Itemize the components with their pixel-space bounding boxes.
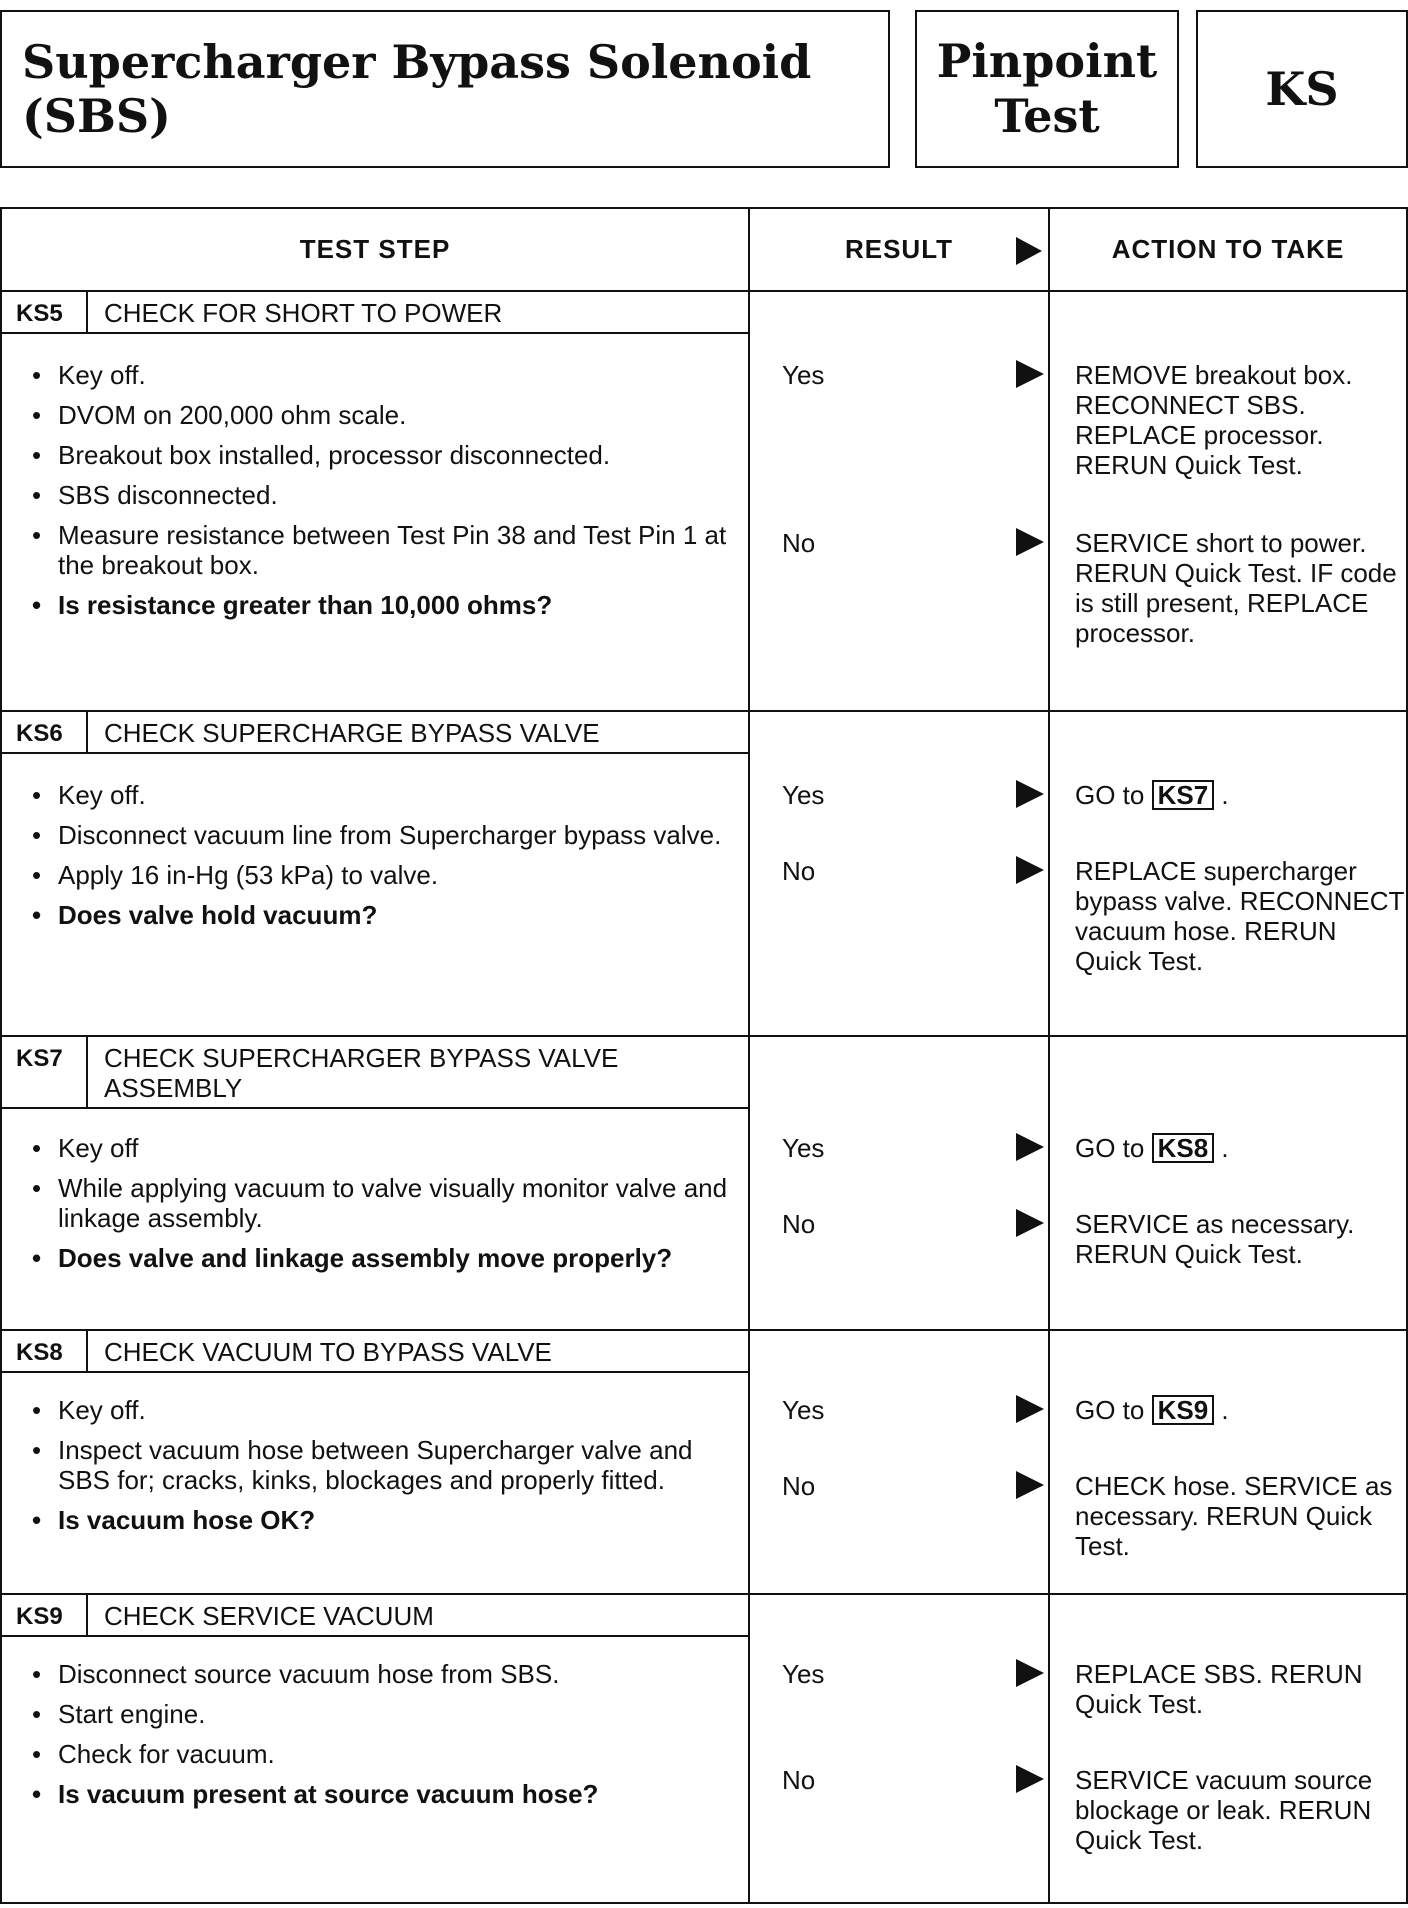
- test-type-line-2: Test: [994, 89, 1100, 143]
- result-no: No: [782, 1765, 816, 1795]
- test-type-box: [915, 10, 1179, 168]
- arrow-right-icon: [1016, 1395, 1044, 1423]
- step-question: • Does valve and linkage assembly move properly?: [30, 1243, 730, 1273]
- test-step-ks6: [2, 712, 1406, 1035]
- test-step-ks9: [2, 1595, 1406, 1902]
- step-title: CHECK VACUUM TO BYPASS VALVE: [104, 1337, 552, 1367]
- bullet-item: • Inspect vacuum hose between Supercharger valve and SBS for; cracks, kinks, blockages and properly fitted.: [30, 1435, 730, 1495]
- header-test-step: TEST STEP: [299, 234, 451, 264]
- action-no: CHECK hose. SERVICE as necessary. RERUN Quick Test.: [1075, 1471, 1393, 1561]
- step-bullets: [30, 1659, 730, 1819]
- bullet-item: • Key off.: [30, 360, 730, 390]
- arrow-right-icon: [1016, 1209, 1044, 1237]
- result-no: No: [782, 528, 816, 558]
- bullet-item: • Disconnect source vacuum hose from SBS.: [30, 1659, 730, 1689]
- step-title: CHECK SUPERCHARGE BYPASS VALVE: [104, 718, 600, 748]
- bullet-item: • Apply 16 in-Hg (53 kPa) to valve.: [30, 860, 730, 890]
- arrow-right-icon: [1016, 360, 1044, 388]
- step-reference: KS7: [1152, 780, 1215, 810]
- step-question: • Is vacuum present at source vacuum hose?: [30, 1779, 730, 1809]
- step-title: CHECK SERVICE VACUUM: [104, 1601, 434, 1631]
- bullet-item: • Measure resistance between Test Pin 38 and Test Pin 1 at the breakout box.: [30, 520, 730, 580]
- step-header: [2, 1331, 748, 1373]
- arrow-right-icon: [1016, 1659, 1044, 1687]
- step-bullets: [30, 1133, 730, 1283]
- step-id: KS6: [2, 712, 88, 752]
- bullet-item: • While applying vacuum to valve visually monitor valve and linkage assembly.: [30, 1173, 730, 1233]
- action-text: GO to: [1075, 1133, 1145, 1163]
- step-title: CHECK SUPERCHARGER BYPASS VALVE ASSEMBLY: [104, 1043, 619, 1103]
- result-yes: Yes: [782, 780, 825, 810]
- action-yes: [1075, 1395, 1405, 1425]
- header-result-cell: [750, 209, 1048, 290]
- page-title: Supercharger Bypass Solenoid (SBS): [22, 35, 812, 143]
- step-question: • Is resistance greater than 10,000 ohms?: [30, 590, 730, 620]
- action-no: SERVICE as necessary. RERUN Quick Test.: [1075, 1209, 1355, 1269]
- step-id: KS5: [2, 292, 88, 332]
- test-step-ks7: [2, 1037, 1406, 1329]
- bullet-item: • DVOM on 200,000 ohm scale.: [30, 400, 730, 430]
- action-no: REPLACE supercharger bypass valve. RECONNECT vacuum hose. RERUN Quick Test.: [1075, 856, 1404, 976]
- bullet-item: • Disconnect vacuum line from Supercharger bypass valve.: [30, 820, 730, 850]
- bullet-item: • Start engine.: [30, 1699, 730, 1729]
- action-yes: [1075, 1133, 1405, 1163]
- step-question: • Is vacuum hose OK?: [30, 1505, 730, 1535]
- step-header: [2, 712, 748, 754]
- header-action: ACTION TO TAKE: [1111, 234, 1345, 264]
- test-type-line-1: Pinpoint: [936, 33, 1158, 88]
- bullet-item: • SBS disconnected.: [30, 480, 730, 510]
- result-no: No: [782, 1471, 816, 1501]
- step-bullets: [30, 780, 730, 940]
- result-no: No: [782, 856, 816, 886]
- action-yes: [1075, 780, 1405, 810]
- arrow-right-icon: [1016, 780, 1044, 808]
- arrow-right-icon: [1016, 1133, 1044, 1161]
- result-yes: Yes: [782, 360, 825, 390]
- action-suffix: .: [1221, 1133, 1229, 1163]
- step-reference: KS9: [1152, 1395, 1215, 1425]
- action-text: GO to: [1075, 1395, 1145, 1425]
- result-yes: Yes: [782, 1395, 825, 1425]
- step-id: KS8: [2, 1331, 88, 1371]
- step-header: [2, 1595, 748, 1637]
- step-question: • Does valve hold vacuum?: [30, 900, 730, 930]
- step-id: KS9: [2, 1595, 88, 1635]
- action-text: GO to: [1075, 780, 1145, 810]
- page-title-box: [0, 10, 890, 168]
- bullet-item: • Key off.: [30, 1395, 730, 1425]
- arrow-right-icon: [1016, 237, 1042, 265]
- action-suffix: .: [1221, 1395, 1229, 1425]
- result-no: No: [782, 1209, 816, 1239]
- result-yes: Yes: [782, 1133, 825, 1163]
- arrow-right-icon: [1016, 856, 1044, 884]
- step-id: KS7: [2, 1037, 88, 1107]
- step-header: [2, 1037, 748, 1109]
- arrow-right-icon: [1016, 528, 1044, 556]
- action-no: SERVICE vacuum source blockage or leak. RERUN Quick Test.: [1075, 1765, 1373, 1855]
- action-yes: REMOVE breakout box. RECONNECT SBS. REPLACE processor. RERUN Quick Test.: [1075, 360, 1353, 480]
- test-code: KS: [1265, 62, 1339, 116]
- bullet-item: • Key off: [30, 1133, 730, 1163]
- test-table: [0, 207, 1408, 1904]
- result-yes: Yes: [782, 1659, 825, 1689]
- step-bullets: [30, 1395, 730, 1545]
- bullet-item: • Key off.: [30, 780, 730, 810]
- test-step-ks5: [2, 292, 1406, 710]
- test-code-box: [1196, 10, 1408, 168]
- step-reference: KS8: [1152, 1133, 1215, 1163]
- action-suffix: .: [1221, 780, 1229, 810]
- bullet-item: • Breakout box installed, processor disconnected.: [30, 440, 730, 470]
- action-no: SERVICE short to power. RERUN Quick Test. IF code is still present, REPLACE processor.: [1075, 528, 1397, 648]
- test-step-ks8: [2, 1331, 1406, 1593]
- arrow-right-icon: [1016, 1765, 1044, 1793]
- step-bullets: [30, 360, 730, 630]
- step-header: [2, 292, 748, 334]
- header-result: RESULT: [844, 234, 954, 264]
- bullet-item: • Check for vacuum.: [30, 1739, 730, 1769]
- step-title: CHECK FOR SHORT TO POWER: [104, 298, 503, 328]
- arrow-right-icon: [1016, 1471, 1044, 1499]
- action-yes: REPLACE SBS. RERUN Quick Test.: [1075, 1659, 1363, 1719]
